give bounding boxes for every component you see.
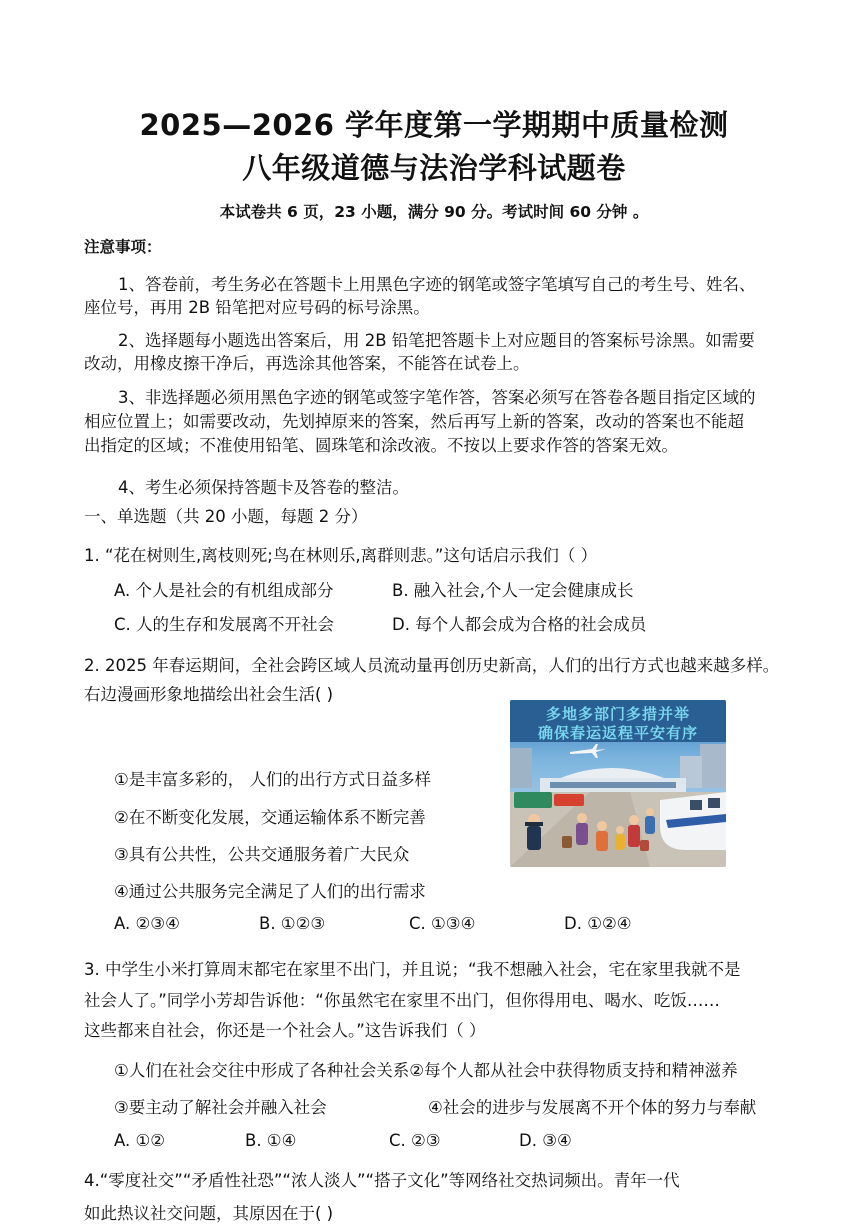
note-3-line-1: 3、非选择题必须用黑色字迹的钢笔或签字笔作答，答案必须写在答卷各题目指定区域的 [118,388,756,407]
page-title: 2025—2026 学年度第一学期期中质量检测 [139,108,729,142]
note-2-line-1: 2、选择题每小题选出答案后，用 2B 铅笔把答题卡上对应题目的答案标号涂黑。如需要 [118,331,755,350]
q1-stem: 1. “花在树则生,离枝则死;鸟在林则乐,离群则悲。”这句话启示我们（ ） [84,546,598,565]
q3-option-b[interactable]: B. ①④ [245,1131,297,1150]
q2-stem-line-2: 右边漫画形象地描绘出社会生活( ) [84,685,334,704]
q2-item-1: ①是丰富多彩的， 人们的出行方式日益多样 [114,770,432,789]
q3-items-1-2: ①人们在社会交往中形成了各种社会关系②每个人都从社会中获得物质支持和精神滋养 [114,1061,738,1080]
q2-option-a[interactable]: A. ②③④ [114,914,180,933]
q4-stem-line-1: 4.“零度社交”“矛盾性社恐”“浓人淡人”“搭子文化”等网络社交热词频出。青年一代 [84,1171,680,1190]
q3-stem-line-3: 这些都来自社会，你还是一个社会人。”这告诉我们（ ） [84,1021,486,1040]
q2-item-3: ③具有公共性，公共交通服务着广大民众 [114,845,410,864]
q2-item-2: ②在不断变化发展，交通运输体系不断完善 [114,808,426,827]
q3-item-3: ③要主动了解社会并融入社会 [114,1098,327,1117]
note-2-line-2: 改动，用橡皮擦干净后，再选涂其他答案，不能答在试卷上。 [84,354,530,373]
note-1-line-1: 1、答卷前，考生务必在答题卡上用黑色字迹的钢笔或签字笔填写自己的考生号、姓名、 [118,275,756,294]
q2-item-4: ④通过公共服务完全满足了人们的出行需求 [114,882,426,901]
exam-info: 本试卷共 6 页，23 小题，满分 90 分。考试时间 60 分钟 。 [219,203,649,221]
q1-option-d[interactable]: D. 每个人都会成为合格的社会成员 [392,615,647,634]
q2-option-d[interactable]: D. ①②④ [564,914,632,933]
note-3-line-3: 出指定的区域；不准使用铅笔、圆珠笔和涂改液。不按以上要求作答的答案无效。 [84,436,678,455]
q2-stem-line-1: 2. 2025 年春运期间，全社会跨区域人员流动量再创历史新高，人们的出行方式也越来越多样。 [84,656,780,675]
page-subtitle-title: 八年级道德与法治学科试题卷 [242,151,626,185]
q3-option-d[interactable]: D. ③④ [519,1131,572,1150]
q3-stem-line-2: 社会人了。”同学小芳却告诉他：“你虽然宅在家里不出门，但你得用电、喝水、吃饭…… [84,991,720,1010]
notes-heading: 注意事项： [84,238,162,256]
note-3-line-2: 相应位置上；如需要改动，先划掉原来的答案，然后再写上新的答案，改动的答案也不能超 [84,412,744,431]
q3-item-4: ④社会的进步与发展离不开个体的努力与奉献 [428,1098,757,1117]
q2-option-c[interactable]: C. ①③④ [409,914,476,933]
q3-option-c[interactable]: C. ②③ [389,1131,441,1150]
note-1-line-2: 座位号，再用 2B 铅笔把对应号码的标号涂黑。 [84,298,430,317]
q2-option-b[interactable]: B. ①②③ [259,914,326,933]
q4-stem-line-2: 如此热议社交问题，其原因在于( ) [84,1204,334,1223]
q1-option-a[interactable]: A. 个人是社会的有机组成部分 [114,581,334,600]
spring-festival-travel-cartoon [510,700,726,867]
q1-option-b[interactable]: B. 融入社会,个人一定会健康成长 [392,581,634,600]
image-banner-line-2: 确保春运返程平安有序 [537,724,698,742]
q1-option-c[interactable]: C. 人的生存和发展离不开社会 [114,615,335,634]
image-banner-line-1: 多地多部门多措并举 [545,705,690,723]
section-heading: 一、单选题（共 20 小题，每题 2 分） [84,507,368,526]
q3-stem-line-1: 3. 中学生小米打算周末都宅在家里不出门，并且说；“我不想融入社会，宅在家里我就不是 [84,960,741,979]
q3-option-a[interactable]: A. ①② [114,1131,166,1150]
note-4: 4、考生必须保持答题卡及答卷的整洁。 [118,478,409,497]
